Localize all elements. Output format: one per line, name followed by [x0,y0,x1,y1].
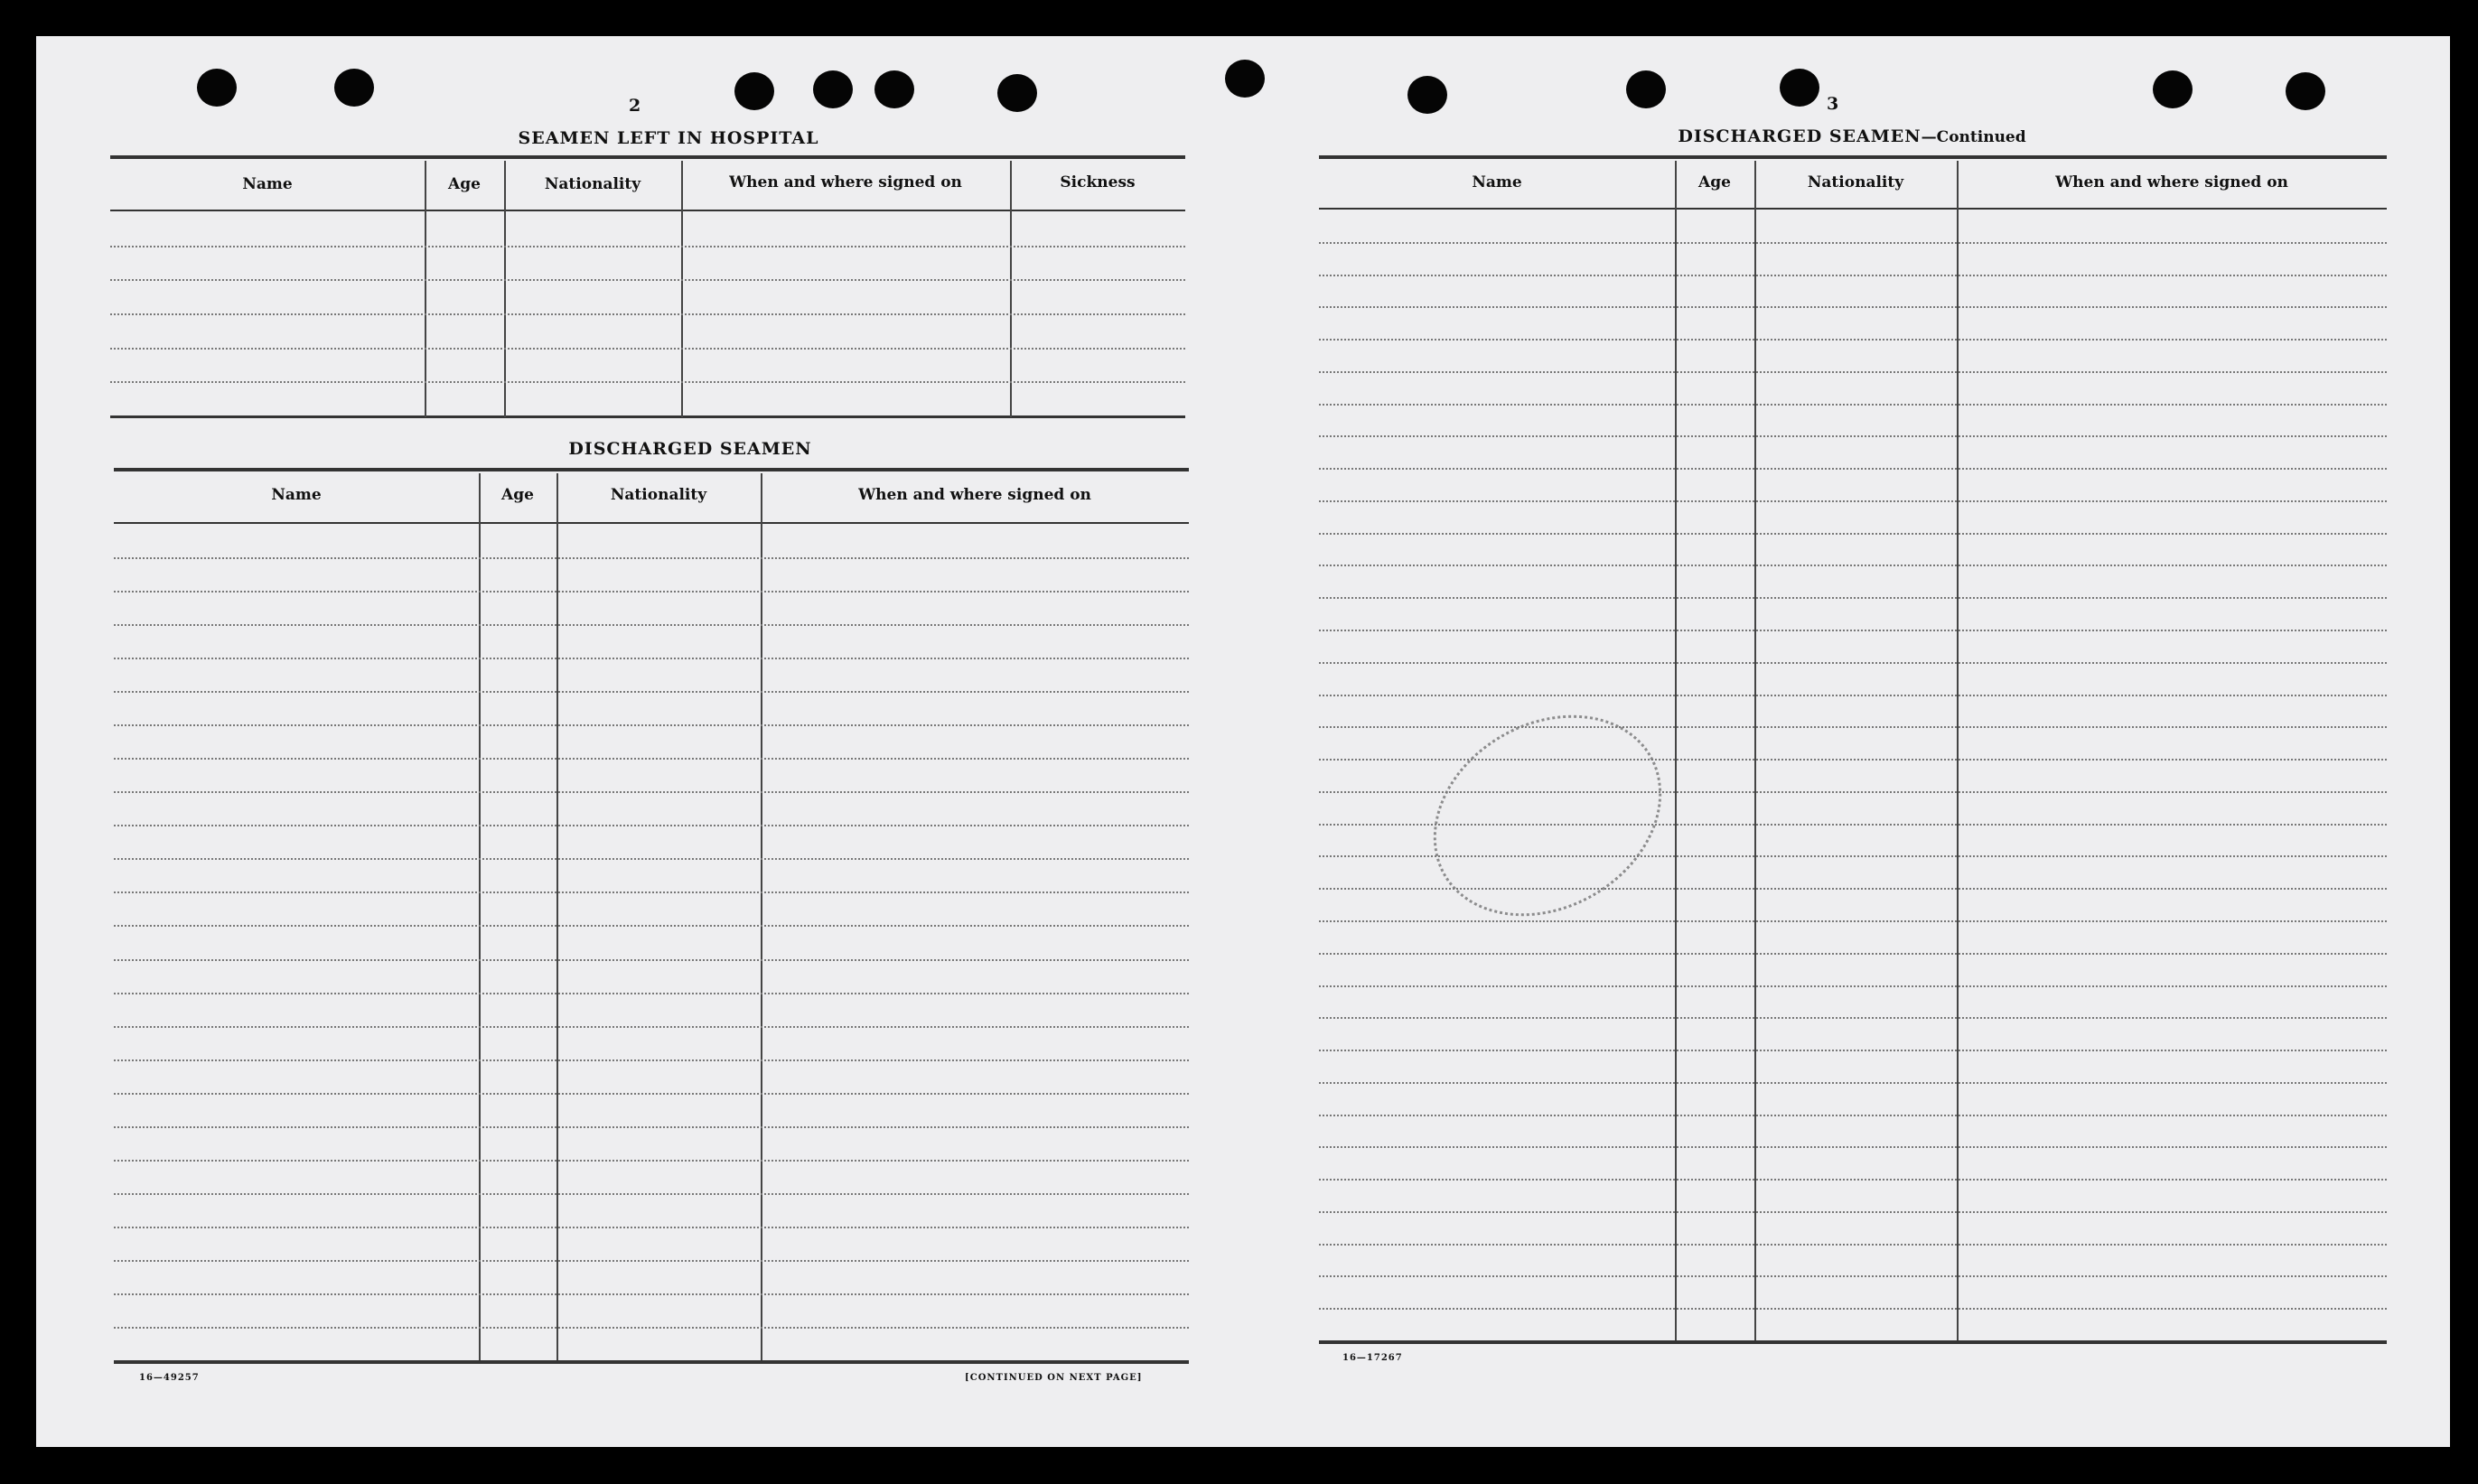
table-row-rule [114,858,1189,860]
title-main: DISCHARGED SEAMEN [1678,126,1922,146]
rule-bottom [110,415,1185,418]
table-row-rule [1319,1050,2387,1051]
table-row-rule [114,993,1189,994]
table-row-rule [114,1260,1189,1262]
table-row-rule [114,624,1189,626]
table-row-rule [114,825,1189,826]
table-row-rule [1319,1115,2387,1116]
continued-note: [CONTINUED ON NEXT PAGE] [965,1373,1143,1383]
table-row-rule [1319,791,2387,793]
hospital-section-title: SEAMEN LEFT IN HOSPITAL [518,128,819,148]
table-row-rule [114,591,1189,593]
table-row-rule [1319,597,2387,599]
punch-hole-decoration [197,69,237,107]
punch-hole-decoration [2286,72,2325,110]
table-row-rule [1319,695,2387,696]
table-row-rule [1319,404,2387,406]
column-header-name: Name [242,175,293,193]
table-row-rule [1319,662,2387,664]
rule-bottom [1319,1340,2387,1344]
table-row-rule [1319,533,2387,535]
column-header-nationality: Nationality [544,175,641,193]
table-row-rule [114,1293,1189,1295]
table-row-rule [114,557,1189,559]
column-header-nationality: Nationality [610,486,707,504]
column-divider [425,161,426,417]
punch-hole-decoration [734,72,774,110]
table-row-rule [1319,855,2387,857]
table-row-rule [114,925,1189,927]
form-code-right: 16—17267 [1342,1353,1403,1363]
table-row-rule [110,313,1185,315]
column-divider [1754,161,1756,1340]
table-row-rule [114,959,1189,961]
document-sheet [36,36,2450,1447]
column-header-sickness: Sickness [1060,173,1136,191]
table-row-rule [110,279,1185,281]
column-header-age: Age [1698,173,1731,191]
punch-hole-decoration [997,74,1037,112]
rule-header-bottom [114,522,1189,524]
discharged-section-title: DISCHARGED SEAMEN [568,439,812,459]
table-row-rule [114,1059,1189,1061]
rule-top [1319,155,2387,159]
table-row-rule [110,348,1185,350]
column-header-nationality: Nationality [1807,173,1904,191]
column-header-signed-on: When and where signed on [729,173,962,191]
column-divider [1675,161,1677,1340]
title-suffix: —Continued [1921,128,2026,146]
punch-hole-decoration [1225,60,1265,98]
table-row-rule [1319,242,2387,244]
form-code-left: 16—49257 [139,1373,200,1383]
table-row-rule [1319,888,2387,890]
table-row-rule [114,1227,1189,1228]
punch-hole-decoration [2153,70,2193,108]
column-divider [1010,161,1012,417]
table-row-rule [1319,468,2387,470]
punch-hole-decoration [1780,69,1819,107]
rule-bottom [114,1360,1189,1364]
table-row-rule [114,724,1189,726]
rule-top [114,468,1189,471]
table-row-rule [1319,985,2387,987]
table-row-rule [1319,630,2387,631]
table-row-rule [1319,1275,2387,1277]
column-header-age: Age [448,175,481,193]
table-row-rule [1319,435,2387,437]
table-row-rule [114,891,1189,893]
table-row-rule [1319,1082,2387,1084]
table-row-rule [1319,1179,2387,1181]
table-row-rule [114,691,1189,693]
table-row-rule [114,791,1189,793]
table-row-rule [1319,565,2387,566]
table-row-rule [110,246,1185,247]
table-row-rule [114,1193,1189,1195]
table-row-rule [114,758,1189,760]
column-header-name: Name [1472,173,1522,191]
faded-stamp-mark [1397,675,1697,956]
table-row-rule [1319,275,2387,276]
punch-hole-decoration [1407,76,1447,114]
table-row-rule [114,1126,1189,1128]
table-row-rule [114,1160,1189,1162]
page-number-left: 2 [629,96,641,116]
column-header-signed-on: When and where signed on [858,486,1091,504]
column-header-name: Name [271,486,322,504]
rule-top [110,155,1185,159]
table-row-rule [1319,726,2387,728]
page-number-right: 3 [1827,94,1839,114]
table-row-rule [114,1327,1189,1329]
table-row-rule [1319,1017,2387,1019]
punch-hole-decoration [874,70,914,108]
table-row-rule [1319,920,2387,922]
column-header-signed-on: When and where signed on [2055,173,2288,191]
table-row-rule [114,658,1189,659]
rule-header-bottom [110,210,1185,211]
table-row-rule [110,381,1185,383]
table-row-rule [1319,339,2387,341]
table-row-rule [1319,953,2387,955]
punch-hole-decoration [813,70,853,108]
table-row-rule [1319,824,2387,826]
table-row-rule [1319,1308,2387,1310]
rule-header-bottom [1319,208,2387,210]
punch-hole-decoration [1626,70,1666,108]
column-header-age: Age [501,486,534,504]
table-row-rule [1319,1211,2387,1213]
table-row-rule [1319,371,2387,373]
table-row-rule [1319,306,2387,308]
table-row-rule [114,1026,1189,1028]
column-divider [681,161,683,417]
table-row-rule [114,1093,1189,1095]
column-divider [504,161,506,417]
column-divider [1957,161,1959,1340]
punch-hole-decoration [334,69,374,107]
discharged-continued-title [1536,126,2168,146]
table-row-rule [1319,759,2387,761]
table-row-rule [1319,1244,2387,1246]
table-row-rule [1319,1146,2387,1148]
table-row-rule [1319,500,2387,502]
